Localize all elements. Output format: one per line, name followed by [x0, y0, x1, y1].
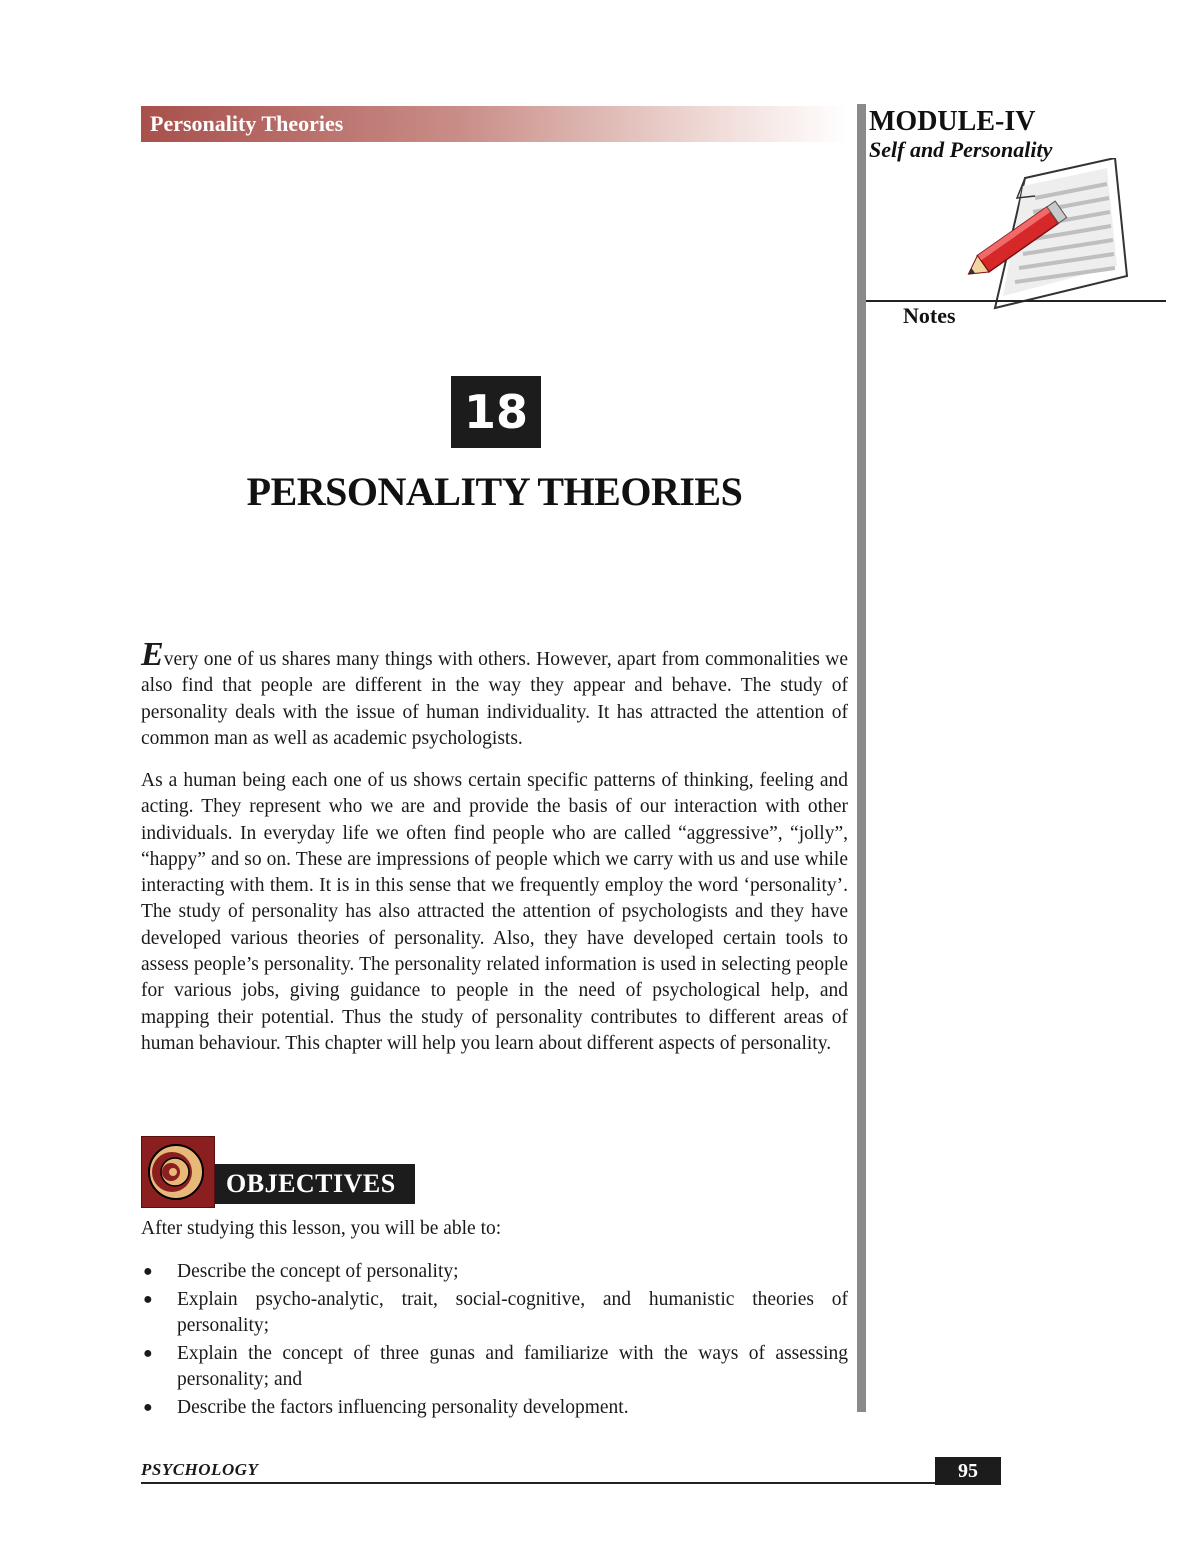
paragraph-1-text: very one of us shares many things with others. However, apart from commonalities we also find that people are different in the way they appear and behave. The study of personality deals with the issue of human individuality. It has attracted the attention of common man as well as academic psychologists. [141, 649, 848, 749]
objectives-list [141, 1259, 848, 1423]
drop-cap: E [141, 636, 164, 673]
bullet-icon: ● [143, 1263, 153, 1280]
bullet-icon: ● [143, 1344, 153, 1362]
footer-subject: PSYCHOLOGY [141, 1460, 259, 1479]
list-item: ● Describe the concept of personality; [141, 1259, 848, 1285]
target-icon [141, 1136, 215, 1208]
list-item: ● Explain psycho-analytic, trait, social-cognitive, and humanistic theories of personality; [143, 1288, 848, 1337]
intro-paragraph-2: As a human being each one of us shows certain specific patterns of thinking, feeling and acting. They represent who we are and provide the basis of our interaction with other individuals. In everyday life we often find people who are called “aggressive”, “jolly”, “happy” and so on. These are impressions of people which we carry with us and use while interacting with them. It is in this sense that we frequently employ the word ‘personality’. The study of personality has also attracted the attention of psychologists and they have developed various theories of personality. Also, they have developed certain tools to assess people’s personality. The personality related information is used in selecting people for various jobs, giving guidance to people in the need of psychological help, and mapping their potential. Thus the study of personality contributes to different areas of human behaviour. This chapter will help you learn about different aspects of personality. [141, 770, 848, 1054]
module-subtitle: Self and Personality [869, 137, 1053, 162]
objectives-intro: After studying this lesson, you will be able to: [141, 1218, 502, 1239]
notes-rule [866, 300, 1166, 302]
list-item: ● Explain the concept of three gunas and familiarize with the ways of assessing personality; and [143, 1342, 848, 1391]
header-band [141, 106, 848, 142]
bullet-icon: ● [143, 1398, 153, 1416]
notes-label: Notes [903, 303, 956, 328]
intro-paragraph-1 [141, 636, 848, 752]
chapter-number: 18 [451, 376, 541, 448]
objectives-heading: OBJECTIVES [215, 1164, 415, 1204]
margin-divider [857, 104, 866, 1412]
pencil-paper-icon [965, 158, 1135, 328]
page-number: 95 [935, 1457, 1001, 1485]
module-title: MODULE-IV [869, 106, 1036, 137]
bullet-icon: ● [143, 1290, 153, 1308]
chapter-title: PERSONALITY THEORIES [246, 469, 743, 514]
footer-rule [141, 1482, 1001, 1484]
header-band-title: Personality Theories [150, 111, 344, 136]
list-item: ● Describe the factors influencing personality development. [141, 1395, 848, 1421]
